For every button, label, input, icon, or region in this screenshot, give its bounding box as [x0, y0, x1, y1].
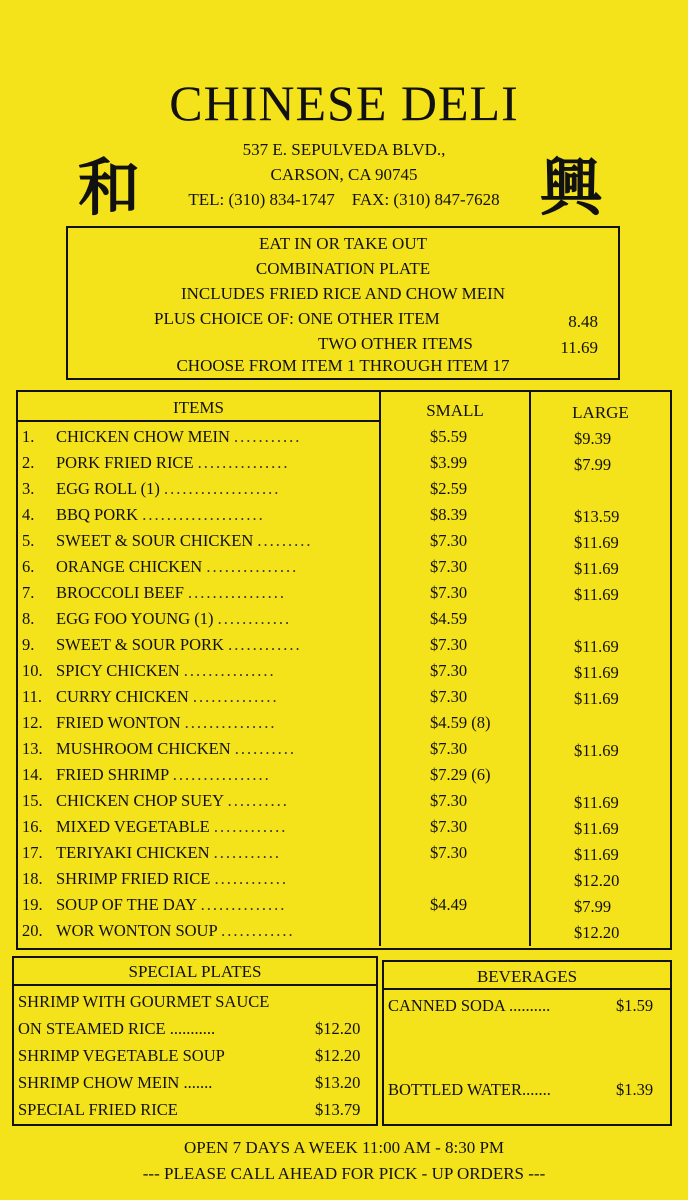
item-price-small: $7.30	[430, 635, 468, 654]
leader-dots: ................	[188, 583, 287, 602]
item-price-large: $11.69	[574, 819, 619, 838]
special-plate-row	[18, 1100, 374, 1120]
column-header-items: ITEMS	[173, 398, 224, 417]
combo-includes: INCLUDES FRIED RICE AND CHOW MEIN	[180, 284, 506, 303]
item-price-large: $7.99	[574, 455, 612, 474]
item-name-text: SPICY CHICKEN	[56, 661, 180, 680]
special-plate-name: ON STEAMED RICE ...........	[18, 1019, 216, 1038]
item-number: 4.	[22, 505, 35, 524]
item-price-large: $11.69	[574, 585, 619, 604]
menu-item-row	[18, 554, 670, 580]
special-plate-price: $13.20	[315, 1073, 361, 1092]
menu-rows	[18, 424, 670, 946]
leader-dots: ............	[221, 921, 295, 940]
item-price-small: $7.30	[430, 739, 468, 758]
combo-one-item: PLUS CHOICE OF: ONE OTHER ITEM	[154, 309, 440, 328]
item-name-text: TERIYAKI CHICKEN	[56, 843, 210, 862]
item-name	[56, 739, 296, 759]
menu-item-row	[18, 840, 670, 866]
menu-item-row	[18, 736, 670, 762]
menu-item-row	[18, 528, 670, 554]
item-number: 7.	[22, 583, 35, 602]
menu-item-row	[18, 788, 670, 814]
footer-note: --- PLEASE CALL AHEAD FOR PICK - UP ORDERS ---	[142, 1164, 546, 1183]
item-name	[56, 609, 291, 629]
item-number: 17.	[22, 843, 43, 862]
leader-dots: ...............	[197, 453, 290, 472]
item-name-text: SWEET & SOUR PORK	[56, 635, 224, 654]
item-price-small: $7.30	[430, 843, 468, 862]
special-plate-row	[18, 1019, 374, 1039]
item-name-text: FRIED SHRIMP	[56, 765, 169, 784]
leader-dots: .........	[257, 531, 313, 550]
item-name	[56, 843, 281, 863]
item-name-text: FRIED WONTON	[56, 713, 181, 732]
item-price-small: $7.30	[430, 531, 468, 550]
item-price-large: $11.69	[574, 663, 619, 682]
item-price-small: $4.59	[430, 609, 468, 628]
item-price-small: $8.39	[430, 505, 468, 524]
beverages-heading: BEVERAGES	[476, 967, 578, 986]
item-name-text: BBQ PORK	[56, 505, 139, 524]
leader-dots: ..............	[192, 687, 279, 706]
leader-dots: ...............	[184, 713, 277, 732]
item-price-large: $11.69	[574, 559, 619, 578]
column-header-small: SMALL	[426, 401, 484, 420]
item-number: 14.	[22, 765, 43, 784]
menu-item-row	[18, 762, 670, 788]
item-price-large: $7.99	[574, 897, 612, 916]
item-name-text: SOUP OF THE DAY	[56, 895, 197, 914]
leader-dots: ...........	[213, 843, 282, 862]
menu-item-row	[18, 866, 670, 892]
menu-item-row	[18, 424, 670, 450]
beverage-price: $1.39	[616, 1080, 654, 1099]
menu-item-row	[18, 502, 670, 528]
leader-dots: ..........	[234, 739, 297, 758]
item-price-large: $11.69	[574, 689, 619, 708]
item-number: 18.	[22, 869, 43, 888]
item-name-text: SHRIMP FRIED RICE	[56, 869, 211, 888]
item-price-small: $7.29 (6)	[430, 765, 491, 784]
menu-item-row	[18, 658, 670, 684]
item-number: 10.	[22, 661, 43, 680]
leader-dots: ............	[217, 609, 292, 628]
menu-item-row	[18, 814, 670, 840]
item-price-small: $5.59	[430, 427, 468, 446]
combo-one-item-price: 8.48	[568, 312, 598, 331]
item-name	[56, 895, 286, 915]
special-plate-row	[18, 1046, 374, 1066]
footer-hours: OPEN 7 DAYS A WEEK 11:00 AM - 8:30 PM	[183, 1138, 505, 1157]
item-price-small: $7.30	[430, 791, 468, 810]
special-plates-box	[12, 956, 378, 1126]
item-name	[56, 479, 280, 499]
item-price-small: $4.59 (8)	[430, 713, 491, 732]
menu-item-row	[18, 684, 670, 710]
item-price-large: $11.69	[574, 637, 619, 656]
leader-dots: ...........	[233, 427, 302, 446]
item-name-text: MIXED VEGETABLE	[56, 817, 210, 836]
item-name	[56, 661, 276, 681]
combo-eat-in: EAT IN OR TAKE OUT	[259, 234, 427, 253]
item-name	[56, 921, 295, 941]
item-number: 6.	[22, 557, 35, 576]
item-name	[56, 557, 298, 577]
item-name-text: CURRY CHICKEN	[56, 687, 189, 706]
menu-item-row	[18, 892, 670, 918]
phone-fax: TEL: (310) 834-1747 FAX: (310) 847-7628	[188, 190, 500, 209]
leader-dots: ..........	[227, 791, 289, 810]
item-name	[56, 869, 288, 889]
leader-dots: ............	[213, 817, 288, 836]
item-price-large: $13.59	[574, 507, 620, 526]
beverage-price: $1.59	[616, 996, 654, 1015]
item-price-small: $7.30	[430, 661, 468, 680]
item-price-small: $7.30	[430, 583, 468, 602]
special-plate-name: SHRIMP CHOW MEIN .......	[18, 1073, 213, 1092]
item-price-small: $7.30	[430, 687, 468, 706]
combination-plate-box	[66, 226, 620, 380]
item-number: 12.	[22, 713, 43, 732]
item-name	[56, 531, 313, 551]
item-number: 2.	[22, 453, 35, 472]
menu-item-row	[18, 710, 670, 736]
special-plate-price: $12.20	[315, 1019, 361, 1038]
special-plate-row	[18, 992, 374, 1012]
special-plates-list	[14, 988, 376, 1122]
item-number: 9.	[22, 635, 35, 654]
special-plate-name: SHRIMP VEGETABLE SOUP	[18, 1046, 225, 1065]
combo-plate-label: COMBINATION PLATE	[255, 259, 431, 278]
item-price-large: $11.69	[574, 533, 619, 552]
item-number: 3.	[22, 479, 35, 498]
menu-item-row	[18, 580, 670, 606]
combo-two-items-price: 11.69	[560, 338, 598, 357]
item-name-text: EGG ROLL (1)	[56, 479, 160, 498]
special-plate-name: SHRIMP WITH GOURMET SAUCE	[18, 992, 270, 1011]
combo-two-items: TWO OTHER ITEMS	[318, 334, 473, 353]
item-price-large: $9.39	[574, 429, 612, 448]
menu-item-row	[18, 606, 670, 632]
item-price-large: $11.69	[574, 741, 619, 760]
item-name	[56, 765, 271, 785]
leader-dots: ............	[228, 635, 302, 654]
item-price-small: $2.59	[430, 479, 468, 498]
item-name-text: EGG FOO YOUNG (1)	[56, 609, 214, 628]
item-name-text: BROCCOLI BEEF	[56, 583, 184, 602]
special-plate-price: $12.20	[315, 1046, 361, 1065]
beverage-name: BOTTLED WATER.......	[388, 1080, 551, 1099]
item-number: 5.	[22, 531, 35, 550]
restaurant-title: CHINESE DELI	[169, 75, 519, 131]
item-price-small: $4.49	[430, 895, 468, 914]
item-number: 13.	[22, 739, 43, 758]
item-name	[56, 687, 279, 707]
item-name	[56, 635, 302, 655]
item-number: 15.	[22, 791, 43, 810]
chinese-character-left: 和	[78, 151, 141, 224]
combo-choose-range: CHOOSE FROM ITEM 1 THROUGH ITEM 17	[176, 356, 510, 375]
chinese-character-right: 興	[540, 151, 603, 224]
item-price-small: $7.30	[430, 817, 468, 836]
item-name-text: CHICKEN CHOP SUEY	[56, 791, 224, 810]
beverages-box	[382, 960, 672, 1126]
column-header-large: LARGE	[572, 403, 629, 422]
item-name	[56, 583, 286, 603]
item-price-small: $3.99	[430, 453, 468, 472]
menu-item-row	[18, 918, 670, 944]
item-price-large: $12.20	[574, 871, 620, 890]
item-name-text: WOR WONTON SOUP	[56, 921, 218, 940]
item-price-large: $11.69	[574, 845, 619, 864]
item-number: 1.	[22, 427, 35, 446]
item-price-large: $11.69	[574, 793, 619, 812]
item-name	[56, 713, 277, 733]
item-name-text: PORK FRIED RICE	[56, 453, 194, 472]
leader-dots: ..............	[200, 895, 287, 914]
item-name	[56, 453, 290, 473]
leader-dots: ............	[214, 869, 288, 888]
item-name	[56, 505, 265, 525]
item-number: 20.	[22, 921, 43, 940]
item-name-text: SWEET & SOUR CHICKEN	[56, 531, 254, 550]
item-number: 16.	[22, 817, 43, 836]
item-name	[56, 791, 289, 811]
beverage-bottled-water	[388, 1080, 666, 1100]
menu-item-row	[18, 632, 670, 658]
item-number: 8.	[22, 609, 35, 628]
leader-dots: ...................	[164, 479, 281, 498]
item-number: 19.	[22, 895, 43, 914]
item-name-text: ORANGE CHICKEN	[56, 557, 203, 576]
beverage-name: CANNED SODA ..........	[388, 996, 551, 1015]
menu-item-row	[18, 476, 670, 502]
special-plate-row	[18, 1073, 374, 1093]
menu-item-row	[18, 450, 670, 476]
special-plate-name: SPECIAL FRIED RICE	[18, 1100, 178, 1119]
menu-table	[16, 390, 672, 950]
beverage-canned-soda	[388, 996, 666, 1016]
special-plate-price: $13.79	[315, 1100, 361, 1119]
leader-dots: ................	[172, 765, 271, 784]
leader-dots: ...............	[206, 557, 299, 576]
leader-dots: ....................	[142, 505, 265, 524]
special-plates-heading: SPECIAL PLATES	[128, 962, 262, 981]
item-name-text: MUSHROOM CHICKEN	[56, 739, 231, 758]
leader-dots: ...............	[183, 661, 276, 680]
address-city: CARSON, CA 90745	[270, 165, 418, 184]
item-name-text: CHICKEN CHOW MEIN	[56, 427, 230, 446]
item-price-large: $12.20	[574, 923, 620, 942]
item-number: 11.	[22, 687, 43, 706]
item-name	[56, 427, 301, 447]
item-name	[56, 817, 287, 837]
item-price-small: $7.30	[430, 557, 468, 576]
address-street: 537 E. SEPULVEDA BLVD.,	[242, 140, 446, 159]
